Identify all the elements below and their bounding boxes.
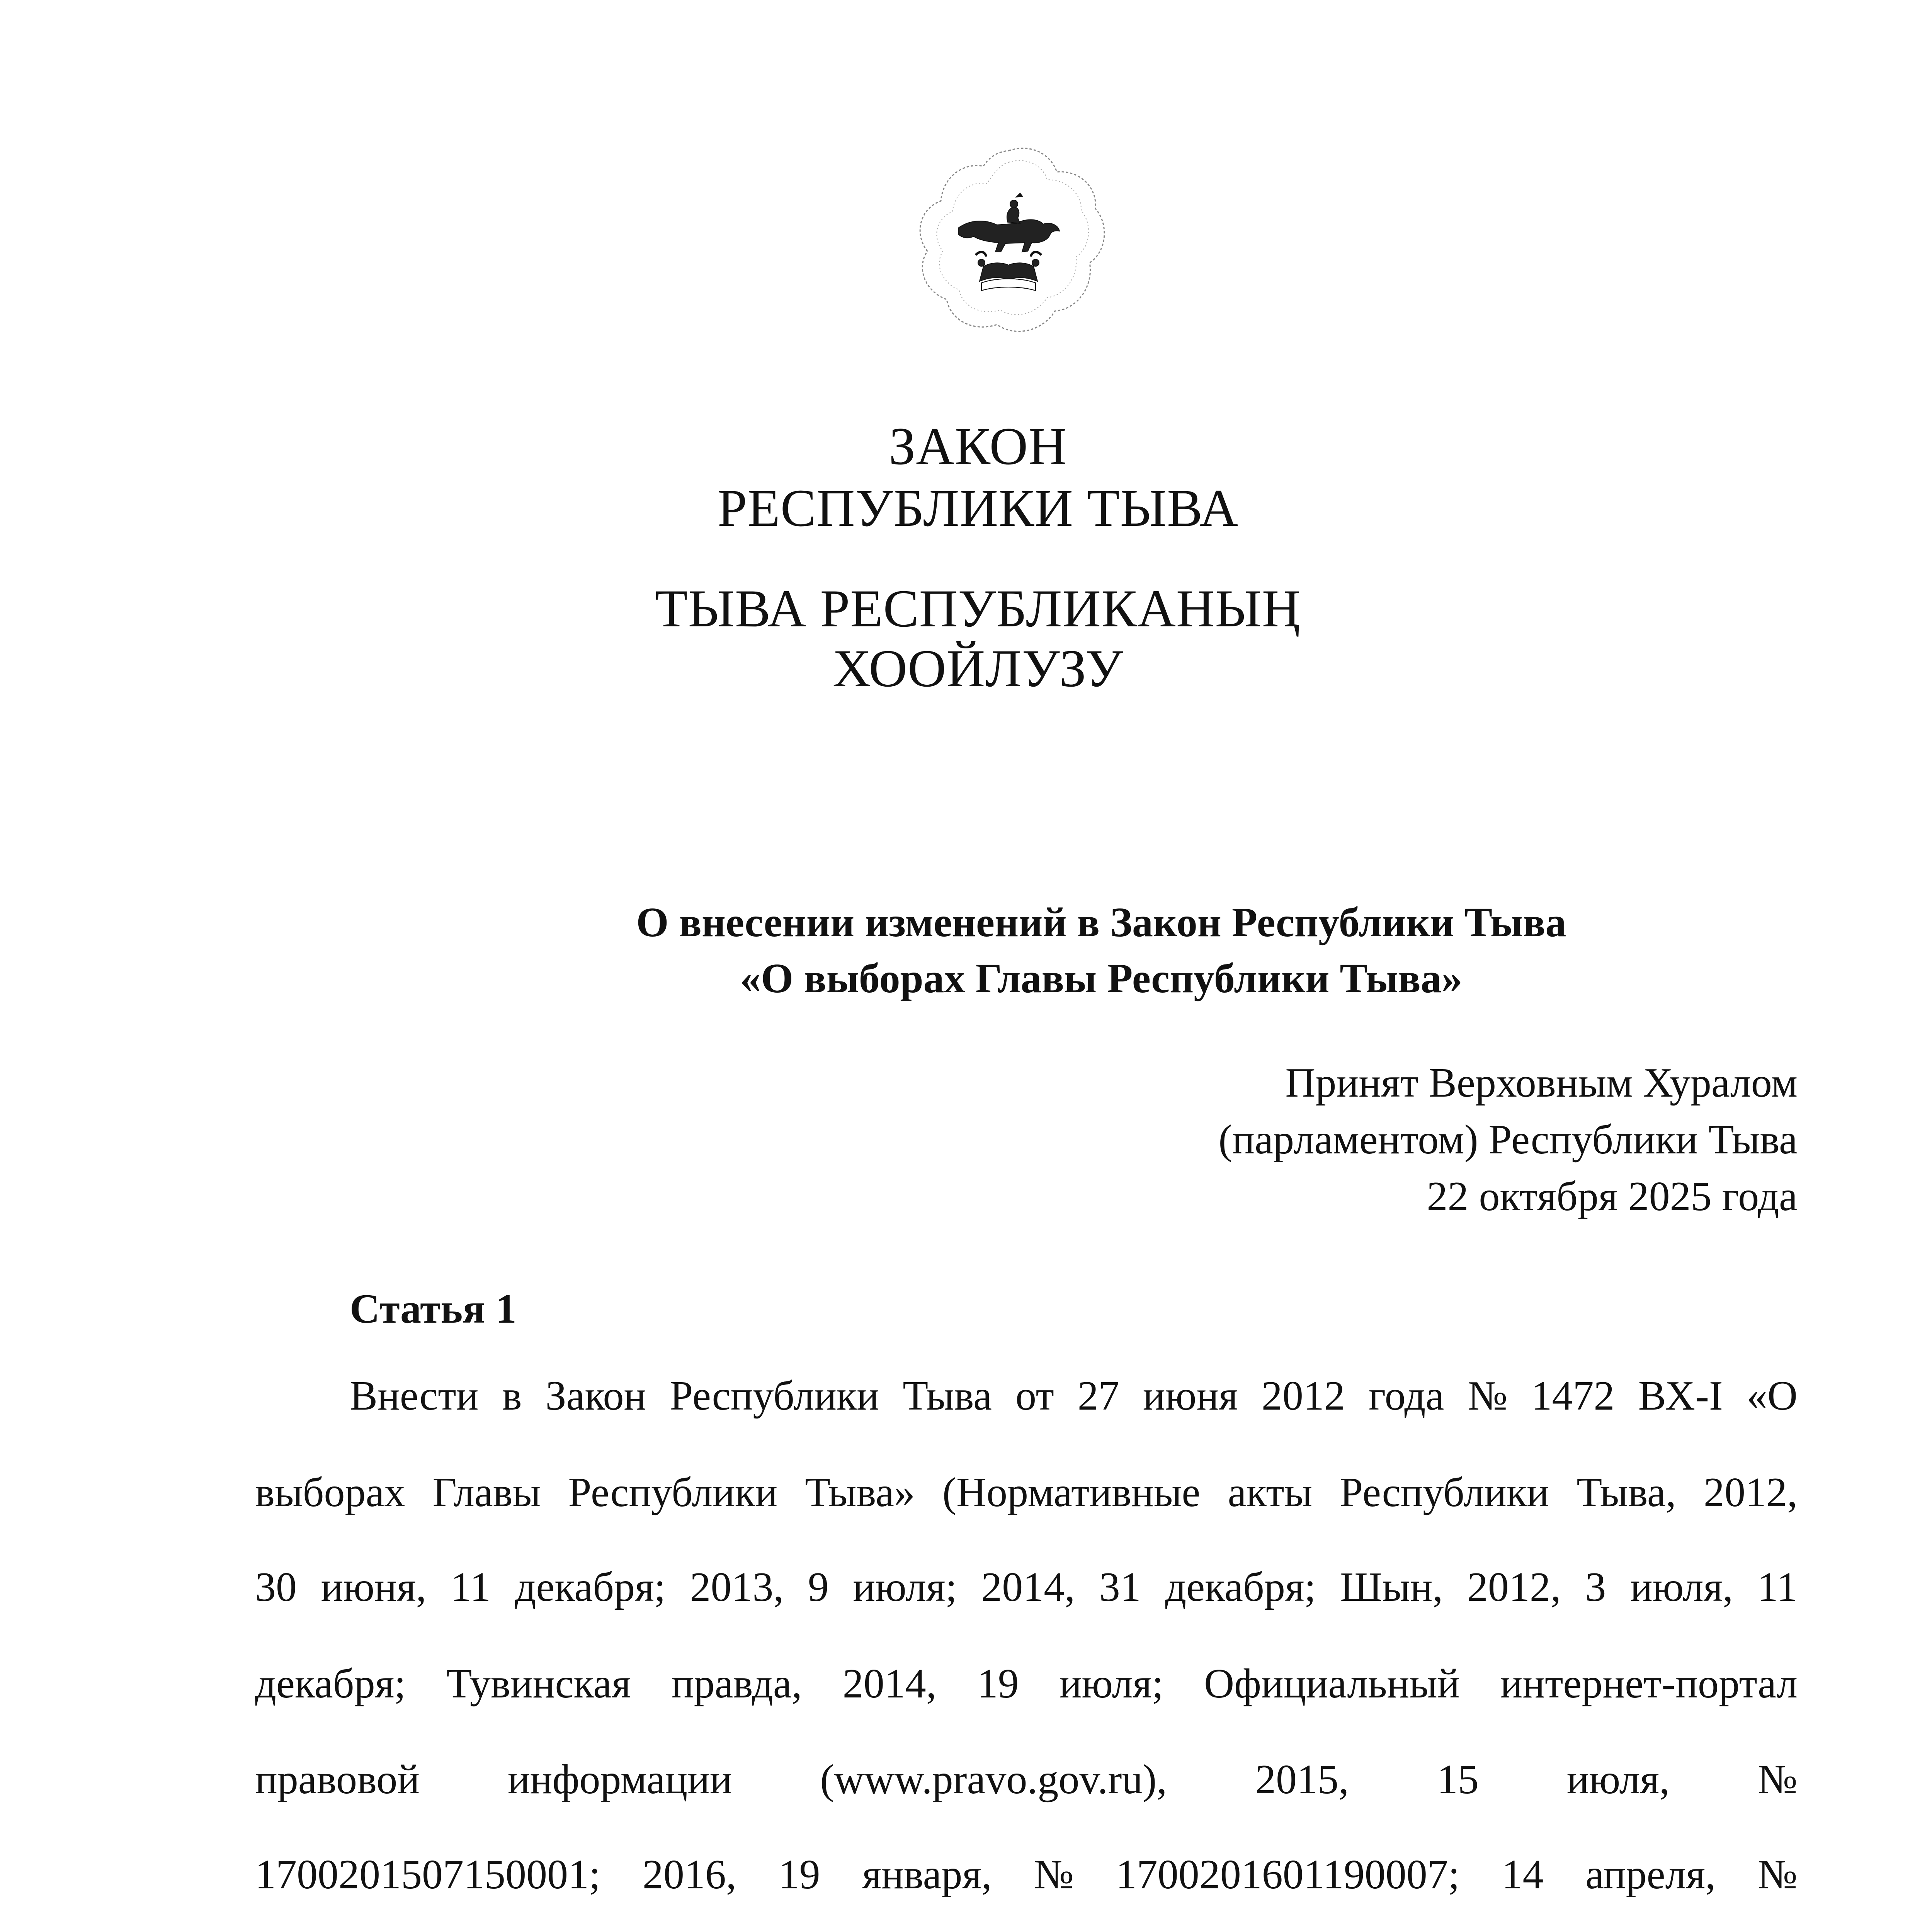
word: 2012,: [1467, 1564, 1561, 1610]
word: Внести: [350, 1373, 479, 1419]
adopted-by-line-1: Принят Верховным Хуралом: [1285, 1060, 1798, 1106]
word: года: [1368, 1373, 1444, 1419]
word: Тыва,: [1577, 1469, 1676, 1515]
word: июня: [1143, 1373, 1238, 1419]
word: Закон: [545, 1373, 646, 1419]
word: ВХ-I: [1638, 1373, 1723, 1419]
word: 11: [450, 1564, 491, 1610]
word: 11: [1757, 1564, 1798, 1610]
word: от: [1015, 1373, 1054, 1419]
word: 30: [255, 1564, 297, 1610]
word: 9: [808, 1564, 829, 1610]
adopted-date: 22 октября 2025 года: [1427, 1173, 1798, 1219]
word: 2015,: [1255, 1757, 1349, 1803]
law-title-line-2: «О выборах Главы Республики Тыва»: [740, 956, 1463, 1002]
word: июля,: [1630, 1564, 1733, 1610]
word: 2014,: [842, 1661, 937, 1707]
word: (www.pravo.gov.ru),: [820, 1757, 1167, 1803]
article-body-line: [255, 1849, 1798, 1901]
word: №: [1468, 1373, 1508, 1419]
word: декабря;: [1165, 1564, 1316, 1610]
word: 14: [1502, 1852, 1544, 1898]
republic-name-ru: РЕСПУБЛИКИ ТЫВА: [717, 478, 1239, 537]
article-body-line: [255, 1658, 1798, 1710]
word: 2016,: [642, 1852, 736, 1898]
word: (Нормативные: [942, 1469, 1201, 1515]
word: Тувинская: [446, 1661, 631, 1707]
republic-name-tyv: ТЫВА РЕСПУБЛИКАНЫҢ: [655, 579, 1301, 638]
word: Республики: [1340, 1469, 1549, 1515]
word: 31: [1099, 1564, 1141, 1610]
word: №: [1757, 1852, 1798, 1898]
article-body-line: [255, 1466, 1798, 1519]
law-heading-ru: ЗАКОН: [889, 417, 1067, 476]
law-title-line-1: О внесении изменений в Закон Республики Тыва: [636, 900, 1566, 946]
word: 3: [1585, 1564, 1606, 1610]
word: июля;: [1059, 1661, 1164, 1707]
word: декабря;: [255, 1661, 406, 1707]
word: 19: [778, 1852, 820, 1898]
word: 2013,: [690, 1564, 784, 1610]
word: Шын,: [1340, 1564, 1443, 1610]
article-body-line: [350, 1370, 1798, 1422]
word: №: [1034, 1852, 1074, 1898]
word: 1700201507150001;: [255, 1852, 601, 1898]
coat-of-arms-emblem-icon: [904, 139, 1113, 340]
word: июня,: [321, 1564, 427, 1610]
word: 1472: [1531, 1373, 1615, 1419]
word: 19: [977, 1661, 1019, 1707]
word: декабря;: [515, 1564, 666, 1610]
word: 2014,: [981, 1564, 1075, 1610]
word: Тыва»: [805, 1469, 915, 1515]
article-body-line: [255, 1753, 1798, 1806]
word: 1700201601190007;: [1116, 1852, 1460, 1898]
article-heading: Статья 1: [350, 1286, 517, 1332]
word: 15: [1437, 1757, 1479, 1803]
word: №: [1757, 1757, 1798, 1803]
word: апреля,: [1585, 1852, 1716, 1898]
word: Главы: [432, 1469, 541, 1515]
word: в: [502, 1373, 522, 1419]
article-body-line: [255, 1561, 1798, 1613]
word: Республики: [670, 1373, 879, 1419]
word: июля,: [1566, 1757, 1670, 1803]
adopted-by-line-2: (парламентом) Республики Тыва: [1218, 1117, 1798, 1163]
law-heading-tyv: ХООЙЛУЗУ: [832, 639, 1124, 698]
word: января,: [862, 1852, 992, 1898]
word: Республики: [568, 1469, 778, 1515]
word: Тыва: [903, 1373, 992, 1419]
word: 27: [1077, 1373, 1119, 1419]
word: информации: [507, 1757, 732, 1803]
word: 2012,: [1703, 1469, 1798, 1515]
word: правовой: [255, 1757, 420, 1803]
word: акты: [1228, 1469, 1313, 1515]
word: июля;: [853, 1564, 957, 1610]
word: 2012: [1261, 1373, 1345, 1419]
word: Официальный: [1204, 1661, 1460, 1707]
word: выборах: [255, 1469, 405, 1515]
word: интернет-портал: [1500, 1661, 1798, 1707]
word: правда,: [671, 1661, 802, 1707]
word: «О: [1746, 1373, 1798, 1419]
